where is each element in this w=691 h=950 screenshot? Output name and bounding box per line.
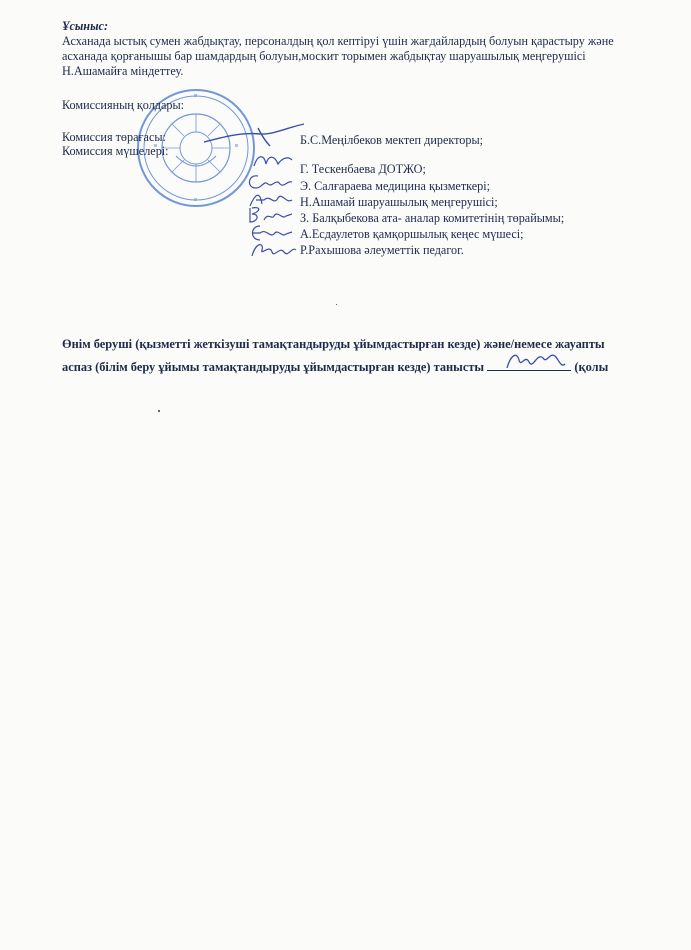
signatures-heading: Комиссияның қолдары:: [62, 98, 185, 112]
acknowledgement-text: аспаз (білім беру ұйымы тамақтандыруды ұйымдастырған кезде) танысты: [62, 360, 485, 374]
scan-dot: [158, 410, 160, 412]
chairman-name: Б.С.Меңілбеков мектеп директоры;: [300, 133, 484, 147]
member-4: З. Балқыбекова ата- аналар комитетінің төрайымы;: [300, 211, 565, 225]
member-3: Н.Ашамай шаруашылық меңгерушісі;: [300, 195, 498, 209]
signature-caption: (қолы: [574, 360, 609, 374]
proposal-line-2: асханада қорғанышы бар шамдардың болуын,москит торымен жабдықтау шаруашылық меңгерушісі: [62, 49, 586, 63]
proposal-line-3: Н.Ашамайға міндеттеу.: [62, 64, 184, 78]
chairman-signature: [200, 120, 310, 150]
member-6-signature: [248, 238, 298, 262]
acknowledgement-signature: [503, 348, 567, 374]
acknowledgement-line-1: Өнім беруші (қызметті жеткізуші тамақтандыруды ұйымдастырған кезде) және/немесе жауапты: [62, 337, 605, 351]
member-2: Э. Салғараева медицина қызметкері;: [300, 179, 491, 193]
scan-speck: [336, 304, 337, 305]
acknowledgement-line-2: [62, 360, 608, 374]
members-label: Комиссия мүшелері:: [62, 144, 169, 158]
chairman-label: Комиссия төрағасы:: [62, 130, 166, 144]
signature-underline: [487, 360, 571, 371]
proposal-line-1: Асханада ыстық сумен жабдықтау, персоналдың қол кептіруі үшін жағдайлардың болуын қарастыру және: [62, 34, 614, 48]
member-1: Г. Тескенбаева ДОТЖО;: [300, 162, 426, 176]
member-5: А.Есдаулетов қамқоршылық кеңес мүшесі;: [300, 227, 524, 241]
proposal-heading: Ұсыныс:: [62, 19, 109, 33]
member-1-signature: [250, 150, 296, 172]
member-6: Р.Рахышова әлеуметтік педагог.: [300, 243, 464, 257]
